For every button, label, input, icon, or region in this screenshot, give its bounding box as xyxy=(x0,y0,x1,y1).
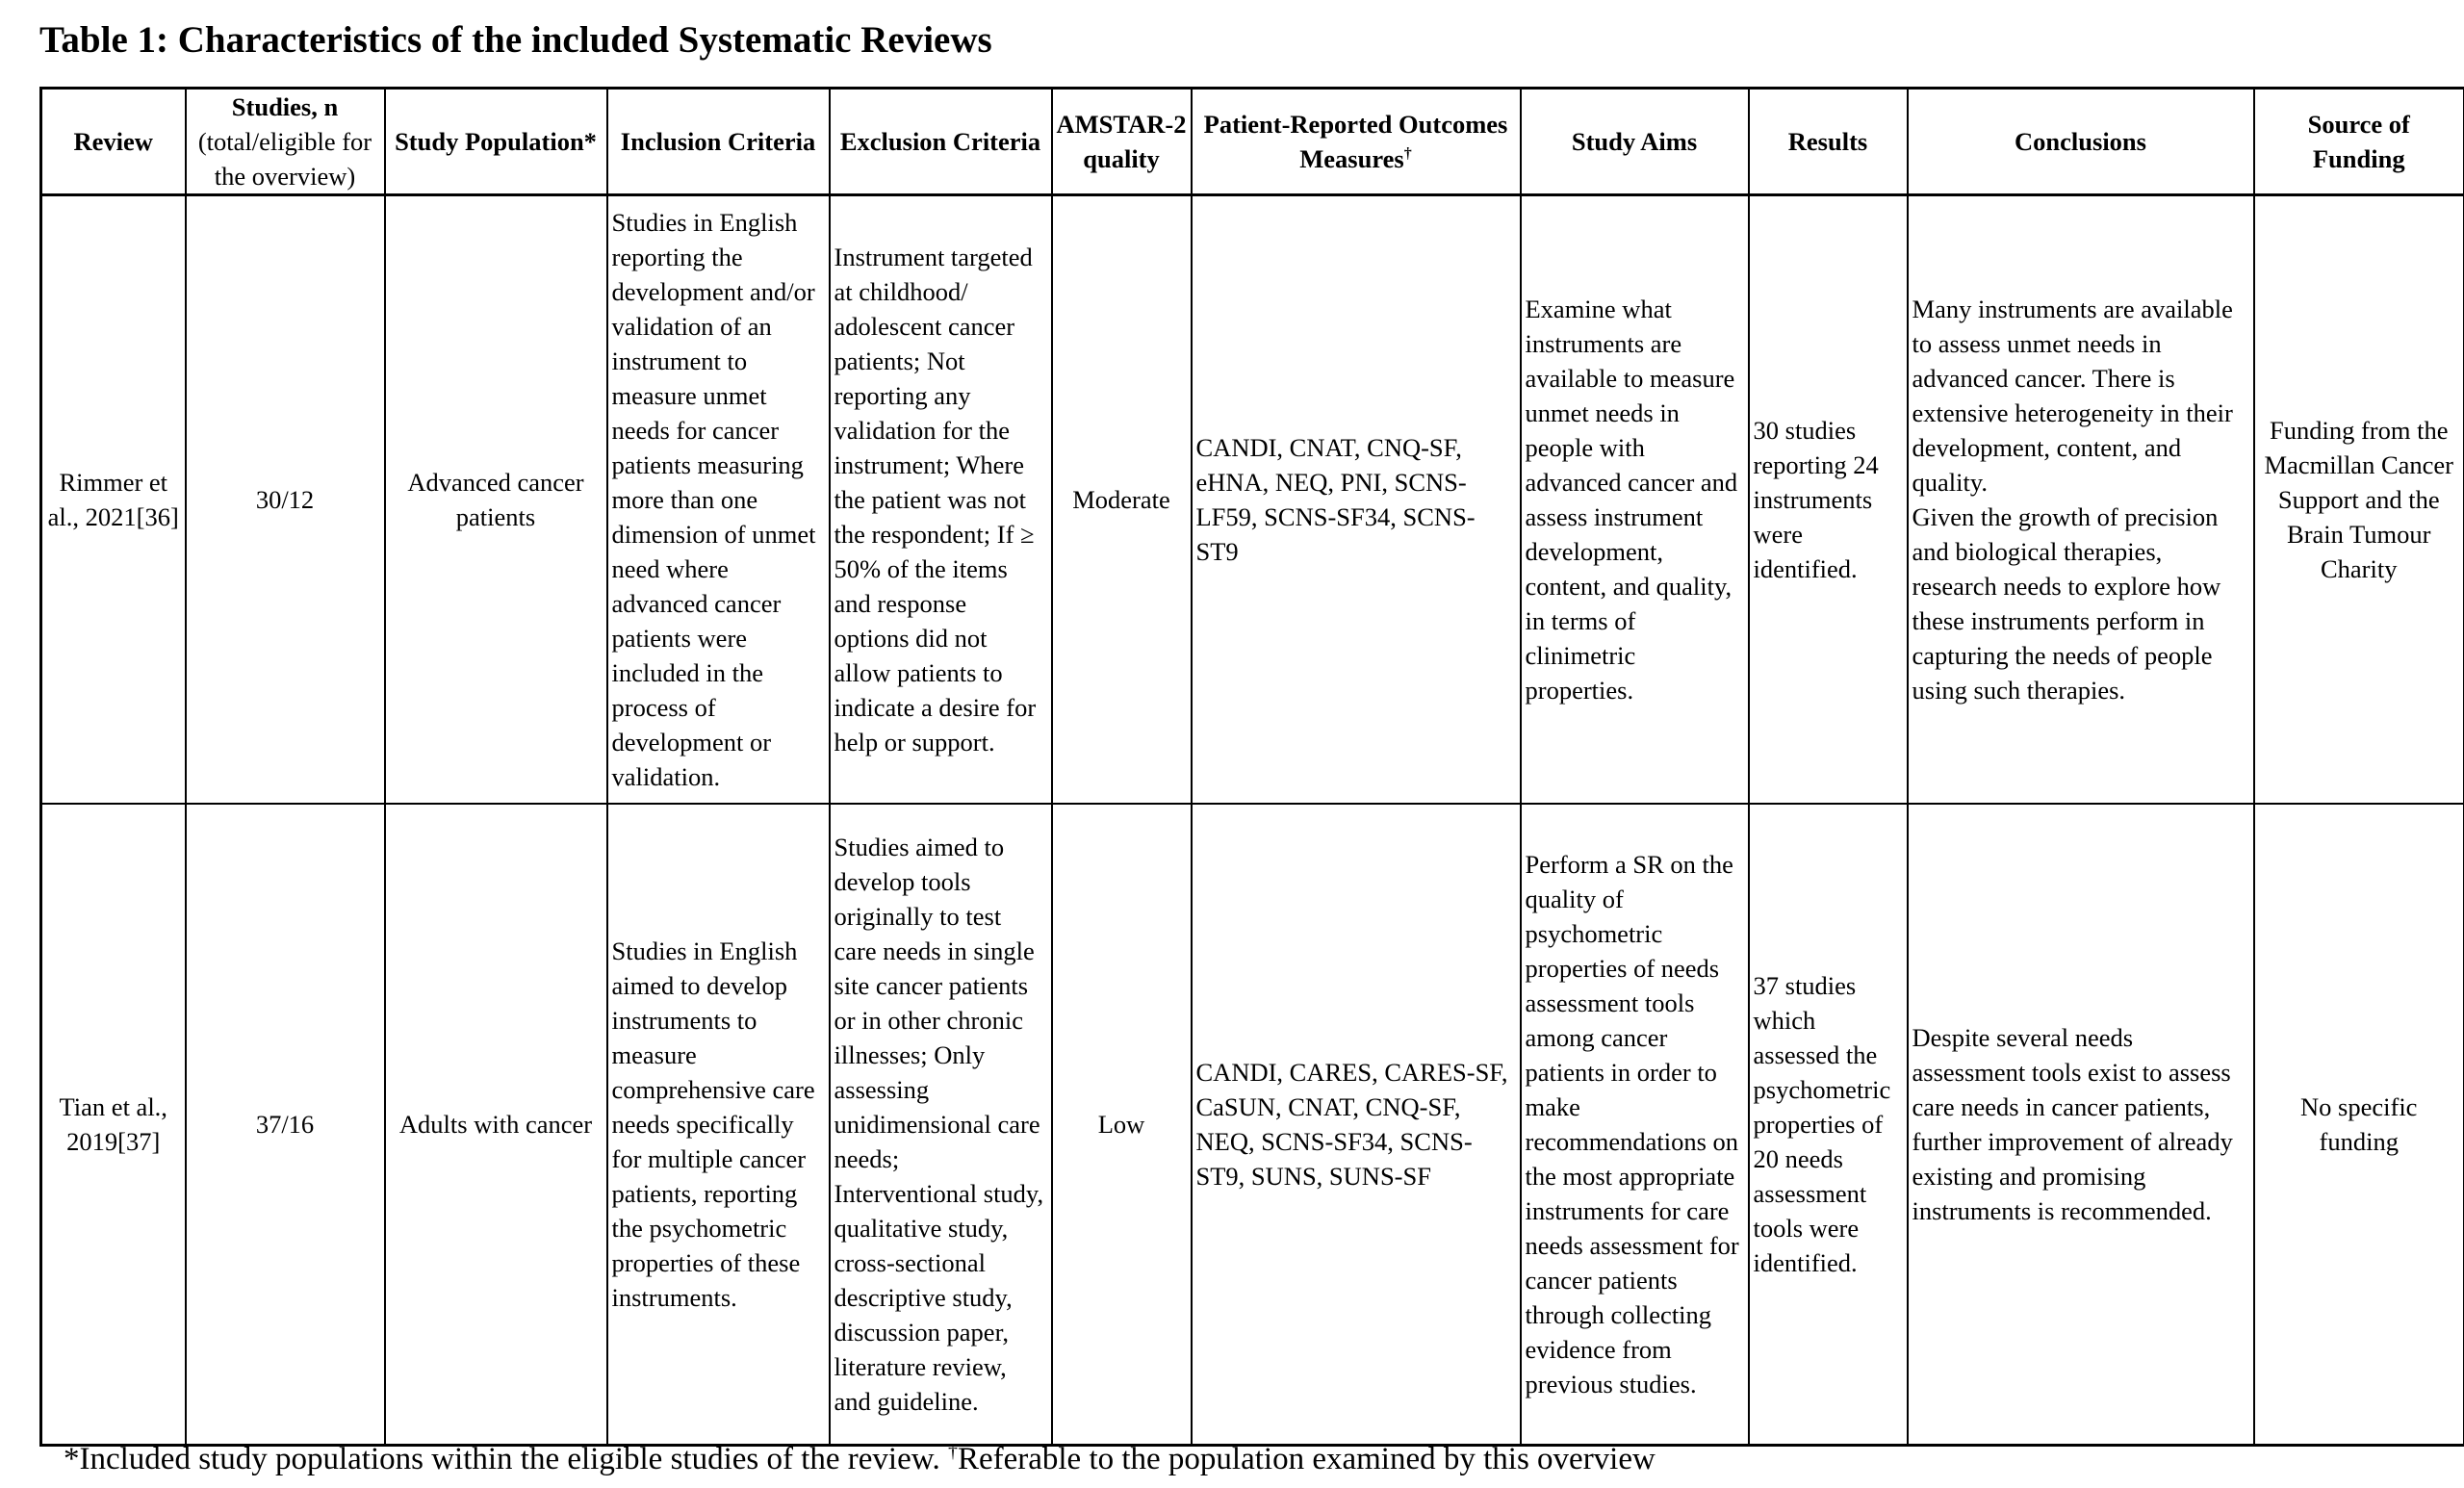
cell-studies: 37/16 xyxy=(186,804,385,1446)
table-row xyxy=(41,804,2464,1446)
header-conclusions: Conclusions xyxy=(1908,89,2254,195)
header-row xyxy=(41,89,2464,195)
cell-review: Tian et al., 2019[37] xyxy=(41,804,186,1446)
header-population: Study Population* xyxy=(385,89,607,195)
table-row xyxy=(41,195,2464,805)
cell-prom: CANDI, CNAT, CNQ-SF, eHNA, NEQ, PNI, SCNS-LF59, SCNS-SF34, SCNS-ST9 xyxy=(1192,195,1521,805)
cell-exclusion: Studies aimed to develop tools originally to test care needs in single site cancer patients or in other chronic illnesses; Only assessing unidimensional care needs; Interventional study, qualitative study, cross-sectional descriptive study, discussion paper, literature review, and guideline. xyxy=(830,804,1052,1446)
cell-amstar: Low xyxy=(1052,804,1192,1446)
header-studies-sub: (total/eligible for the overview) xyxy=(197,127,372,191)
cell-conclusions: Despite several needs assessment tools exist to assess care needs in cancer patients, further improvement of already existing and promising instruments is recommended. xyxy=(1908,804,2254,1446)
header-studies xyxy=(186,89,385,195)
footnote-part2: Referable to the population examined by this overview xyxy=(957,1442,1656,1476)
cell-amstar: Moderate xyxy=(1052,195,1192,805)
cell-funding: Funding from the Macmillan Cancer Support and the Brain Tumour Charity xyxy=(2254,195,2464,805)
header-studies-main: Studies, n xyxy=(231,92,339,121)
cell-aims: Examine what instruments are available to measure unmet needs in people with advanced cancer and assess instrument development, content, and quality, in terms of clinimetric properties. xyxy=(1521,195,1749,805)
header-exclusion: Exclusion Criteria xyxy=(830,89,1052,195)
header-aims: Study Aims xyxy=(1521,89,1749,195)
cell-results: 37 studies which assessed the psychometric properties of 20 needs assessment tools were identified. xyxy=(1749,804,1908,1446)
header-prom-dagger: † xyxy=(1403,145,1412,163)
cell-funding: No specific funding xyxy=(2254,804,2464,1446)
header-amstar: AMSTAR-2 quality xyxy=(1052,89,1192,195)
header-funding: Source of Funding xyxy=(2254,89,2464,195)
table-footnote xyxy=(64,1438,1656,1480)
header-inclusion: Inclusion Criteria xyxy=(607,89,830,195)
cell-studies: 30/12 xyxy=(186,195,385,805)
cell-prom: CANDI, CARES, CARES-SF, CaSUN, CNAT, CNQ-SF, NEQ, SCNS-SF34, SCNS-ST9, SUNS, SUNS-SF xyxy=(1192,804,1521,1446)
cell-aims: Perform a SR on the quality of psychometric properties of needs assessment tools among cancer patients in order to make recommendations on the most appropriate instruments for care needs assessment for cancer patients through collecting evidence from previous studies. xyxy=(1521,804,1749,1446)
header-review: Review xyxy=(41,89,186,195)
cell-population: Advanced cancer patients xyxy=(385,195,607,805)
cell-results: 30 studies reporting 24 instruments were identified. xyxy=(1749,195,1908,805)
table-title: Table 1: Characteristics of the included Systematic Reviews xyxy=(39,19,992,61)
cell-population: Adults with cancer xyxy=(385,804,607,1446)
cell-exclusion: Instrument targeted at childhood/ adolescent cancer patients; Not reporting any validation for the instrument; Where the patient was not the respondent; If ≥ 50% of the items and response options did not allow patients to indicate a desire for help or support. xyxy=(830,195,1052,805)
footnote-part1: *Included study populations within the eligible studies of the review. xyxy=(64,1442,948,1476)
footnote-dagger: † xyxy=(947,1441,958,1462)
cell-review: Rimmer et al., 2021[36] xyxy=(41,195,186,805)
header-results: Results xyxy=(1749,89,1908,195)
cell-conclusions: Many instruments are available to assess unmet needs in advanced cancer. There is extensive heterogeneity in their development, content, and quality. Given the growth of precision and biological therapies, research needs to explore how these instruments perform in capturing the needs of people using such therapies. xyxy=(1908,195,2254,805)
header-prom xyxy=(1192,89,1521,195)
cell-inclusion: Studies in English reporting the development and/or validation of an instrument to measure unmet needs for cancer patients measuring more than one dimension of unmet need where advanced cancer patients were included in the process of development or validation. xyxy=(607,195,830,805)
header-prom-label: Patient-Reported Outcomes Measures xyxy=(1203,110,1508,173)
cell-inclusion: Studies in English aimed to develop instruments to measure comprehensive care needs specifically for multiple cancer patients, reporting the psychometric properties of these instruments. xyxy=(607,804,830,1446)
systematic-reviews-table xyxy=(39,87,2464,1447)
